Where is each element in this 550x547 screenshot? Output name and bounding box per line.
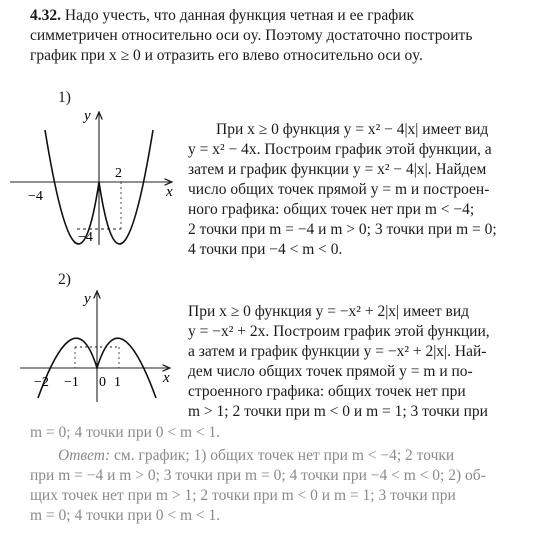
case2-text-2: y = −x² + 2x. Построим график этой функции, — [188, 323, 490, 340]
graph2-x-label: x — [163, 370, 170, 386]
graph2-tick-m1: −1 — [64, 375, 79, 390]
case2-tail: m = 0; 4 точки при 0 < m < 1. — [30, 424, 221, 441]
problem-intro-line-2: симметричен относительно оси oy. Поэтому достаточно построить — [30, 27, 473, 44]
case1-text-7: 4 точки при −4 < m < 0. — [188, 241, 343, 258]
problem-intro-line-3: график при x ≥ 0 и отразить его влево относительно оси oy. — [30, 47, 423, 64]
case1-text-4: число общих точек прямой y = m и построен- — [188, 181, 490, 198]
graph2-tick-m2: −2 — [34, 375, 49, 390]
case2-text-5: строенного графика: общих точек нет при — [188, 383, 466, 400]
answer-label: Ответ: — [58, 447, 111, 464]
case2-text-1: При x ≥ 0 функция y = −x² + 2|x| имеет вид — [188, 303, 470, 320]
case2-text-6: m > 1; 2 точки при m < 0 и m = 1; 3 точки при — [188, 403, 488, 420]
graph1-tick-right: 2 — [115, 166, 122, 181]
answer-line-2: при m = −4 и m > 0; 3 точки при m = 0; 4 точки при −4 < m < 0; 2) об- — [30, 467, 486, 484]
case1-text-2: y = x² − 4x. Построим график этой функции, а — [188, 141, 492, 158]
case1-text-5: ного графика: общих точек нет при m < −4; — [188, 201, 475, 218]
case2-text-4: дем число общих точек прямой y = m и по- — [188, 363, 473, 380]
case2-text-3: а затем и график функции y = −x² + 2|x|. Най- — [188, 343, 487, 360]
case2-label: 2) — [58, 271, 71, 288]
case1-text-1: При x ≥ 0 функция y = x² − 4|x| имеет вид — [216, 121, 489, 138]
answer-line-1: Ответ: см. график; 1) общих точек нет при m < −4; 2 точки — [58, 447, 455, 464]
problem-intro-line-1: 4.32. Надо учесть, что данная функция четная и ее график — [30, 7, 415, 24]
graph2-origin: 0 — [99, 375, 106, 390]
graph1-x-label: x — [166, 184, 173, 200]
graph2-tick-1: 1 — [114, 375, 121, 390]
case1-label: 1) — [58, 89, 71, 106]
problem-number: 4.32. — [30, 7, 61, 24]
case1-text-3: затем и график функции y = x² − 4|x|. Найдем — [188, 161, 487, 178]
graph1-tick-left: −4 — [28, 189, 43, 204]
answer-line-3: щих точек нет при m > 1; 2 точки при m < 0 и m = 1; 3 точки при — [30, 487, 456, 504]
graph1-tick-min: −4 — [78, 230, 93, 245]
graph2-y-label: y — [84, 291, 91, 307]
answer-line-4: m = 0; 4 точки при 0 < m < 1. — [30, 507, 221, 524]
case1-text-6: 2 точки при m = −4 и m > 0; 3 точки при m = 0; — [188, 221, 497, 238]
graph1-y-label: y — [84, 108, 91, 124]
